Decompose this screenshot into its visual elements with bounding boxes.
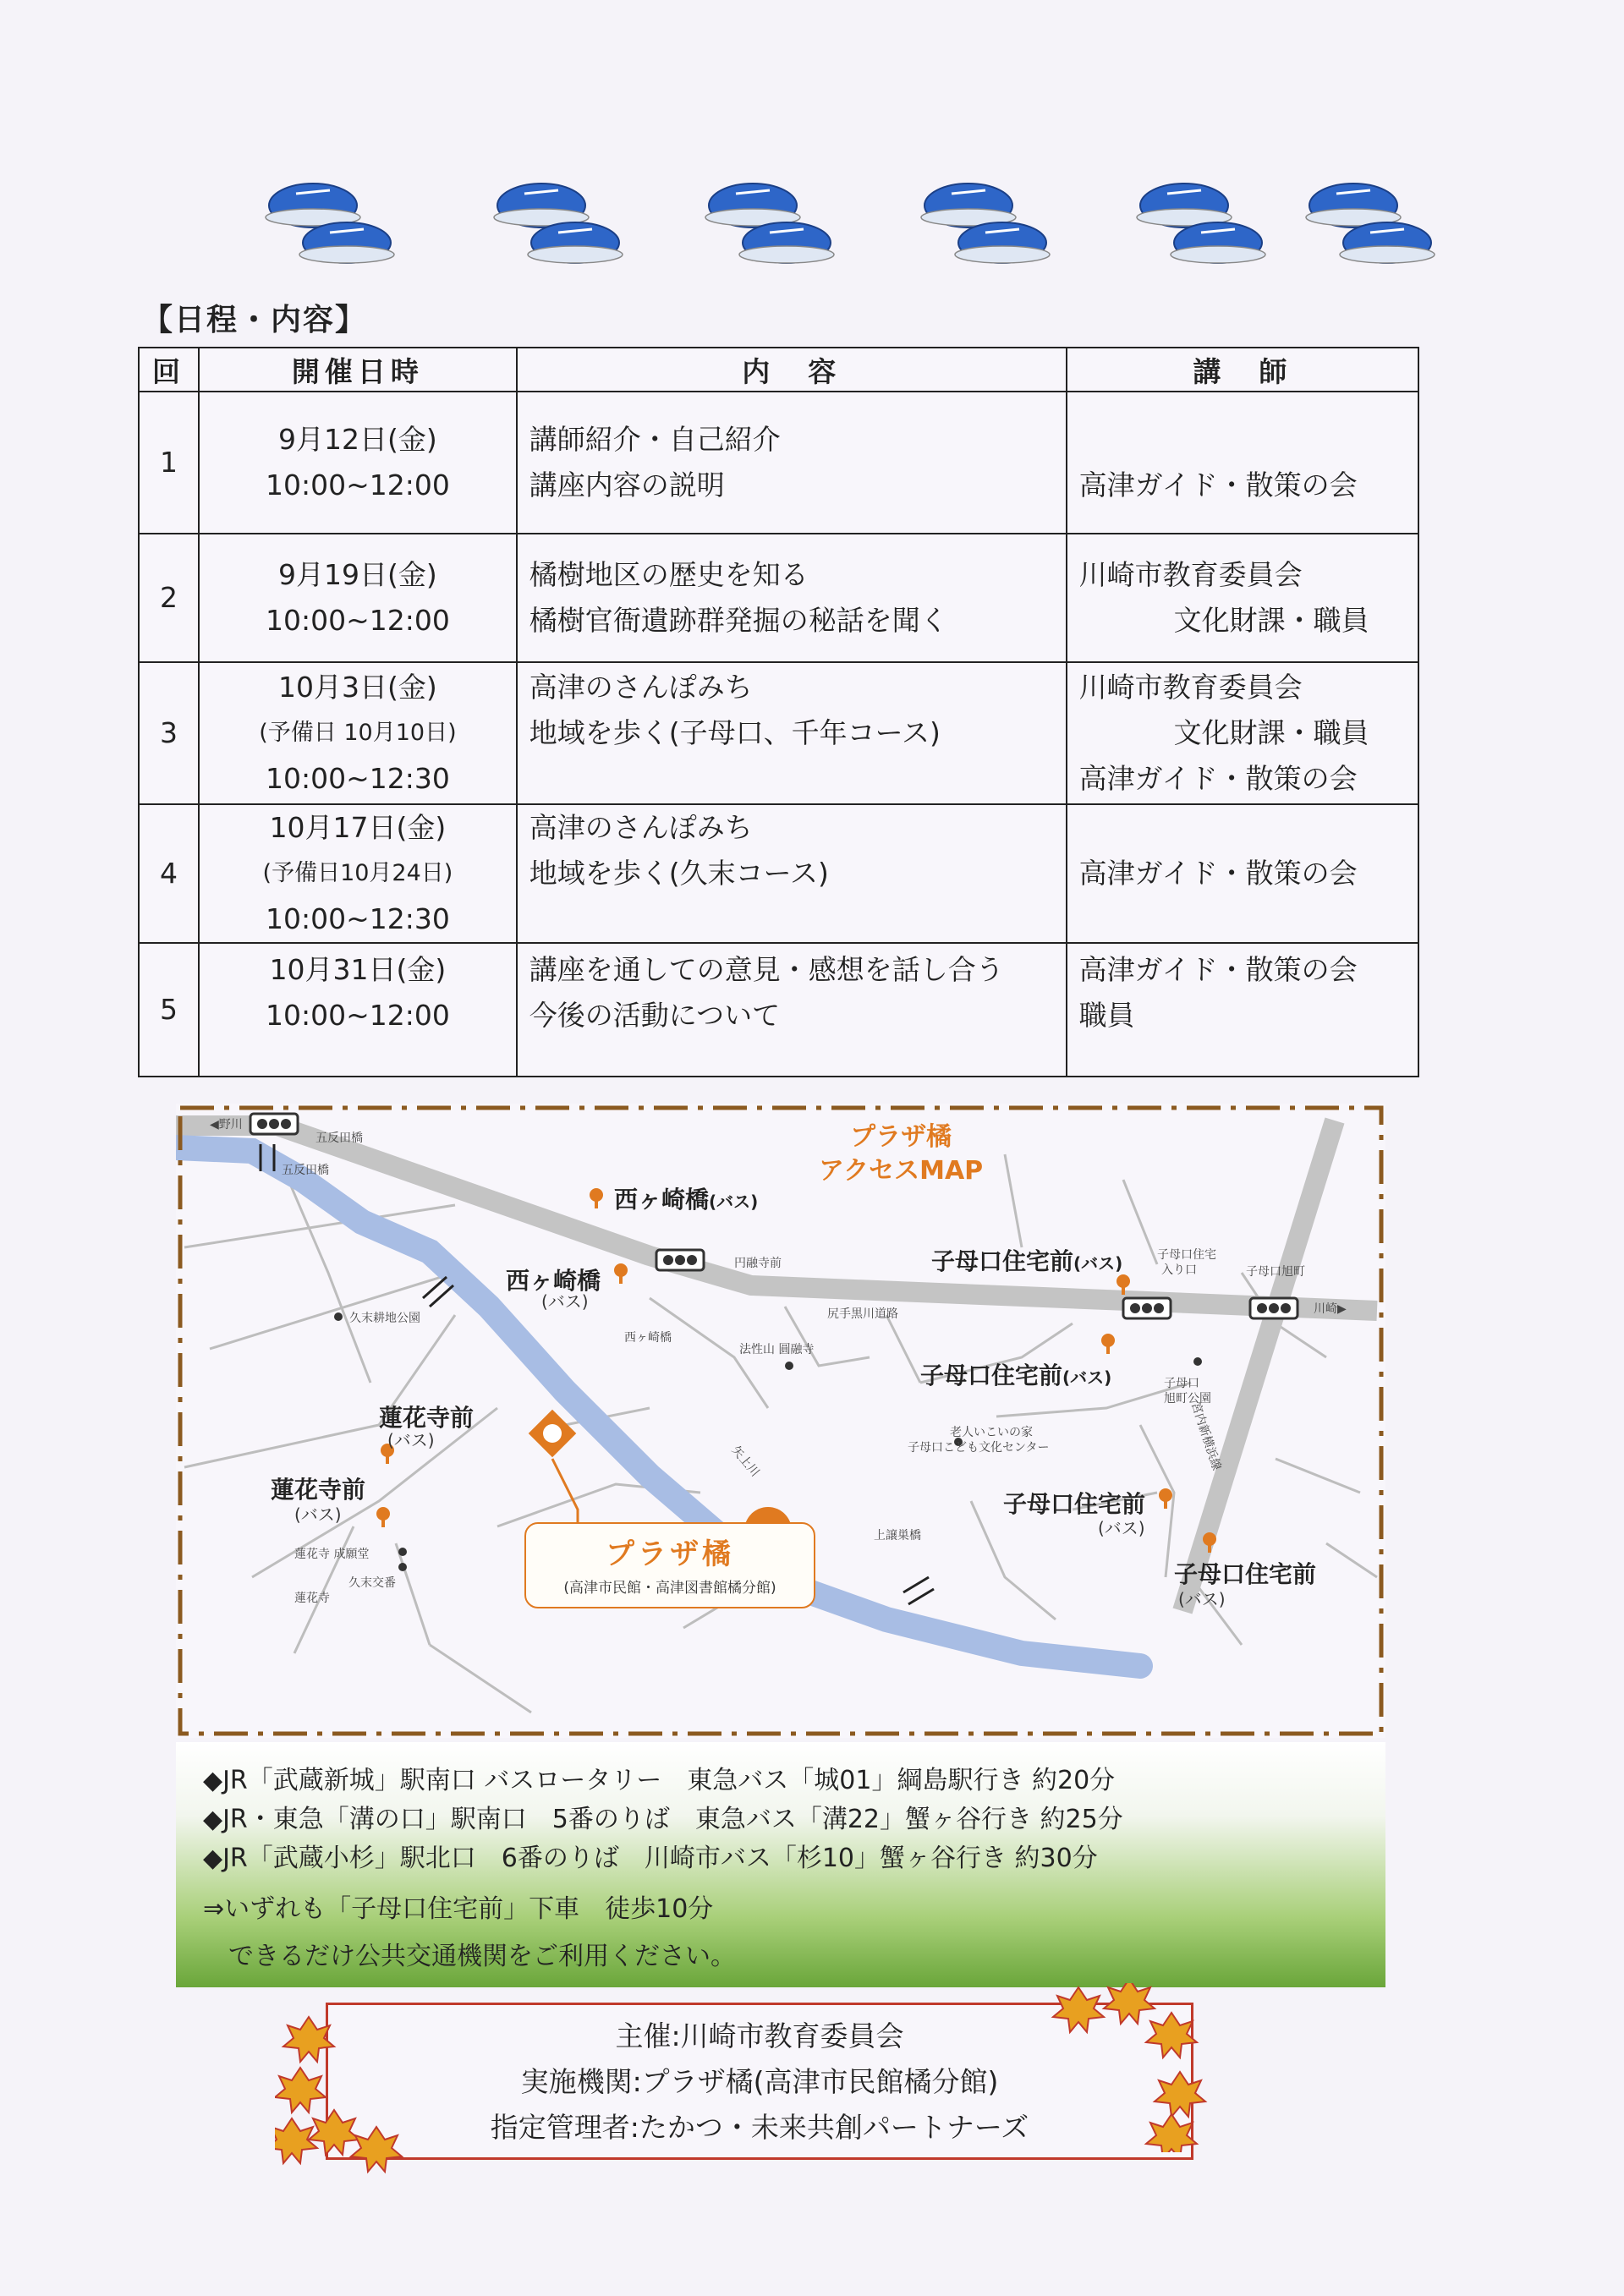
content-line: 講師紹介・自己紹介: [529, 423, 781, 456]
map-label-rengeji-1-suffix: (バス): [387, 1430, 435, 1450]
teacher-line: 高津ガイド・散策の会: [1078, 762, 1358, 795]
teacher-line: 高津ガイド・散策の会: [1078, 953, 1358, 986]
session-date: 9月12日(金): [278, 423, 437, 456]
session-content: [517, 943, 1067, 1077]
table-row: [139, 534, 1418, 662]
access-info: [176, 1742, 1385, 1987]
map-label-shiboguchi-bus-mid: 子母口住宅前(バス): [920, 1362, 1112, 1389]
teacher-line: 文化財課・職員: [1173, 716, 1369, 749]
header-teacher: 講 師: [1067, 348, 1418, 392]
content-line: 高津のさんぽみち: [529, 811, 753, 844]
map-label-shiboguchi-asahi: 子母口旭町: [1246, 1265, 1305, 1279]
map-label-shiboguchi-entrance-2: 入り口: [1161, 1263, 1197, 1277]
session-teacher: [1067, 943, 1418, 1077]
session-datetime: [199, 392, 517, 534]
map-label-nishigasaki-bus-left: 西ヶ崎橋: [506, 1267, 601, 1295]
map-label-shiboguchi-bus-low-suffix: (バス): [1098, 1518, 1145, 1538]
map-label-kamisubashi: 上譲巣橋: [874, 1529, 921, 1543]
map-label-rengeji-1: 蓮花寺前: [379, 1404, 475, 1432]
map-label-hisasue-koban: 久末交番: [348, 1576, 396, 1590]
map-label-hisasue-park: 久末耕地公園: [349, 1312, 420, 1325]
session-spare-date: (予備日10月24日): [262, 860, 453, 886]
table-row: [139, 662, 1418, 804]
access-line: ◆JR「武蔵小杉」駅北口 6番のりば 川崎市バス「杉10」蟹ヶ谷行き 約30分: [203, 1844, 1098, 1873]
teacher-line: 川崎市教育委員会: [1078, 671, 1303, 704]
session-number: 3: [139, 662, 199, 804]
table-row: [139, 943, 1418, 1077]
access-map: [176, 1104, 1385, 1738]
map-label-nishigasaki-bridge: 西ヶ崎橋: [624, 1331, 672, 1345]
map-title-line2: アクセスMAP: [819, 1156, 984, 1186]
sneaker-icon: [918, 165, 1053, 275]
map-label-shiboguchi-bus-right-suffix: (バス): [1178, 1589, 1226, 1609]
map-label-nishigasaki-bus-top: 西ヶ崎橋(バス): [614, 1186, 759, 1214]
map-label-nogawa: ◀野川: [210, 1118, 243, 1132]
teacher-line: 文化財課・職員: [1173, 604, 1369, 637]
plaza-name: プラザ橘: [606, 1537, 734, 1571]
map-label-rengeji-2-suffix: (バス): [294, 1504, 342, 1525]
map-label-shiboguchi-park-1: 子母口: [1164, 1377, 1199, 1390]
session-teacher: [1067, 662, 1418, 804]
table-row: [139, 392, 1418, 534]
table-header-row: [139, 348, 1418, 392]
plaza-subtitle: (高津市民館・高津図書館橘分館): [563, 1580, 776, 1597]
map-label-shiboguchi-bus-right: 子母口住宅前: [1174, 1560, 1317, 1588]
maple-leaves-right-decoration: [1045, 1983, 1214, 2152]
access-line: ⇒いずれも「子母口住宅前」下車 徒歩10分: [203, 1894, 714, 1924]
map-label-enyuji-mae: 円融寺前: [734, 1257, 782, 1270]
organizer-manager: 指定管理者:たかつ・未来共創パートナーズ: [490, 2111, 1029, 2144]
content-line: 今後の活動について: [529, 999, 781, 1032]
map-label-rengeji-2: 蓮花寺前: [271, 1476, 366, 1504]
teacher-line: 職員: [1078, 999, 1135, 1032]
session-datetime: [199, 662, 517, 804]
header-no: 回: [139, 348, 199, 392]
schedule-heading: 【日程・内容】: [142, 303, 368, 337]
content-line: 講座を通しての意見・感想を話し合う: [529, 953, 1004, 986]
shoes-decoration: [262, 165, 1387, 279]
map-label-kawasaki: 川崎▶: [1314, 1302, 1347, 1316]
session-content: [517, 392, 1067, 534]
content-line: 高津のさんぽみち: [529, 671, 753, 704]
content-line: 講座内容の説明: [529, 469, 725, 501]
teacher-line: 高津ガイド・散策の会: [1078, 857, 1358, 890]
header-date: 開催日時: [199, 348, 517, 392]
map-label-shiboguchi-bus-low: 子母口住宅前: [1003, 1490, 1146, 1518]
session-content: [517, 534, 1067, 662]
access-line: できるだけ公共交通機関をご利用ください。: [203, 1942, 736, 1971]
content-line: 地域を歩く(子母口、千年コース): [529, 716, 941, 749]
map-label-ikoi-2: 子母口こども文化センター: [908, 1441, 1050, 1455]
schedule-table: [138, 347, 1419, 1077]
map-label-shiboguchi-bus-top: 子母口住宅前(バス): [931, 1247, 1123, 1275]
sneaker-icon: [262, 165, 398, 275]
session-time: 10:00~12:00: [266, 999, 450, 1032]
table-row: [139, 804, 1418, 943]
plaza-callout: [524, 1522, 815, 1608]
access-line: ◆JR「武蔵新城」駅南口 バスロータリー 東急バス「城01」綱島駅行き 約20分: [203, 1766, 1116, 1795]
map-title-line1: プラザ橘: [850, 1122, 952, 1152]
organizer-host: 主催:川崎市教育委員会: [615, 2019, 904, 2052]
session-time: 10:00~12:00: [266, 469, 450, 501]
session-content: [517, 804, 1067, 943]
map-label-nishigasaki-bus-left-suffix: (バス): [541, 1291, 589, 1312]
session-date: 9月19日(金): [278, 558, 437, 591]
session-teacher: [1067, 534, 1418, 662]
session-datetime: [199, 804, 517, 943]
content-line: 橘樹地区の歴史を知る: [529, 558, 809, 591]
session-teacher: [1067, 804, 1418, 943]
session-spare-date: (予備日 10月10日): [259, 720, 457, 746]
session-date: 10月3日(金): [278, 671, 437, 704]
map-label-shiboguchi-entrance-1: 子母口住宅: [1157, 1248, 1216, 1262]
teacher-line: 川崎市教育委員会: [1078, 558, 1303, 591]
map-label-gotanda-1: 五反田橋: [315, 1132, 363, 1145]
session-teacher: [1067, 392, 1418, 534]
content-line: 橘樹官衙遺跡群発掘の秘話を聞く: [529, 604, 948, 637]
session-datetime: [199, 534, 517, 662]
access-line: ◆JR・東急「溝の口」駅南口 5番のりば 東急バス「溝22」蟹ヶ谷行き 約25分: [203, 1805, 1123, 1834]
sneaker-icon: [491, 165, 626, 275]
map-label-yagami: 矢上川: [728, 1443, 762, 1480]
content-line: 地域を歩く(久末コース): [529, 857, 829, 890]
map-label-hokkesan: 法性山 圓融寺: [739, 1343, 815, 1356]
session-time: 10:00~12:30: [266, 902, 450, 935]
map-label-rengeji-jodo: 蓮花寺 成願堂: [294, 1548, 370, 1561]
session-time: 10:00~12:30: [266, 762, 450, 795]
map-label-gotanda-2: 五反田橋: [282, 1164, 329, 1177]
sneaker-icon: [702, 165, 837, 275]
session-date: 10月31日(金): [269, 953, 447, 986]
teacher-line: 高津ガイド・散策の会: [1078, 469, 1358, 501]
map-label-shirihate: 尻手黒川道路: [827, 1307, 898, 1321]
session-content: [517, 662, 1067, 804]
session-number: 4: [139, 804, 199, 943]
session-number: 1: [139, 392, 199, 534]
header-content: 内 容: [517, 348, 1067, 392]
sneaker-icon: [1133, 165, 1269, 275]
session-number: 2: [139, 534, 199, 662]
organizer-implementer: 実施機関:プラザ橘(高津市民館橘分館): [520, 2065, 999, 2098]
session-date: 10月17日(金): [269, 811, 447, 844]
maple-leaves-left-decoration: [275, 2013, 427, 2182]
map-label-ikoi-1: 老人いこいの家: [950, 1426, 1033, 1439]
session-number: 5: [139, 943, 199, 1077]
map-label-shiboguchi-park-2: 旭町公園: [1164, 1392, 1211, 1406]
map-label-miyauchi: 宮内新横浜線: [1188, 1400, 1224, 1472]
map-title: [819, 1121, 983, 1188]
session-time: 10:00~12:00: [266, 604, 450, 637]
session-datetime: [199, 943, 517, 1077]
sneaker-icon: [1303, 165, 1438, 275]
map-label-rengeji-temple: 蓮花寺: [294, 1592, 330, 1605]
